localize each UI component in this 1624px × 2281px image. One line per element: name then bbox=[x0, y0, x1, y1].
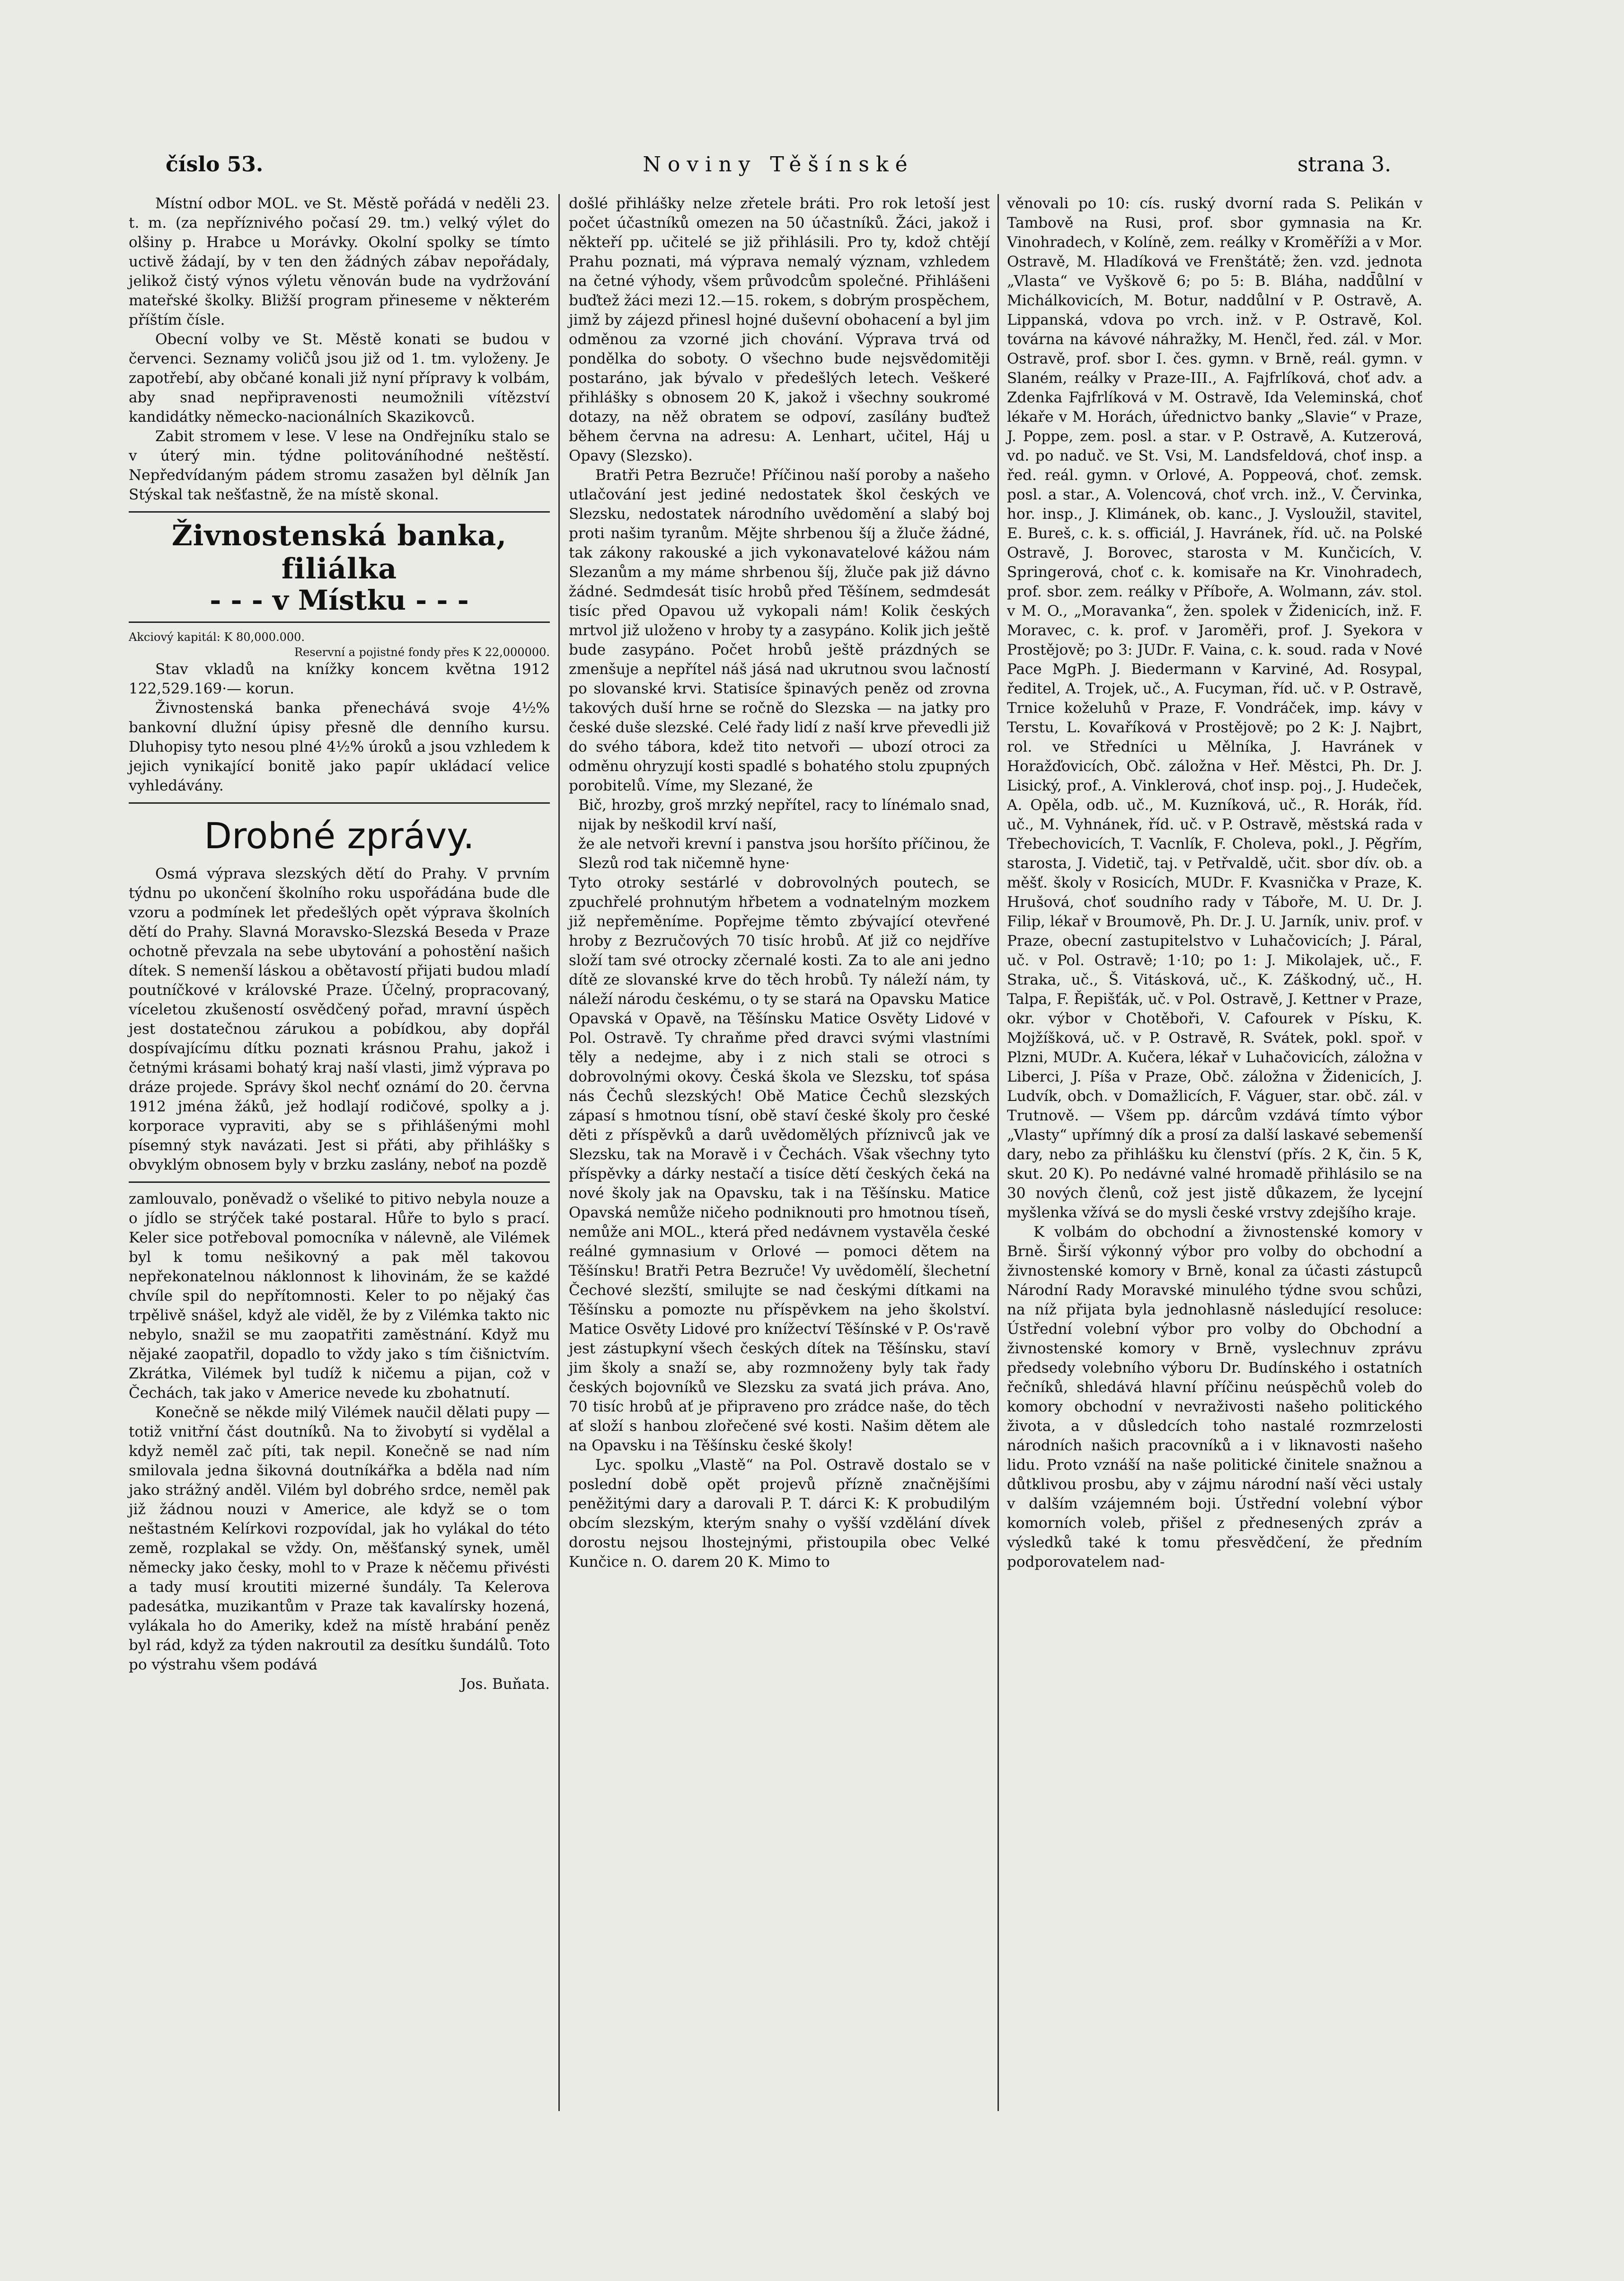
article-bezruc-cont: Tyto otroky sestárlé v dobrovolných poutech, se zpuchřelé prohnutým hřbetem a vodnatelným mozkem již nepřeměníme. Popřejme těmto zbývající otevřené hroby z Bezručových 70 tisíc hrobů. Ať již co nejdříve složí tam své otrocky zčernalé kosti. Za to ale ani jedno dítě ze slovanské krve do těch hrobů. Ty náleží nám, ty náleží národu českému, o ty se stará na Opavsku Matice Opavská v Opavě, na Těšínsku Matice Osvěty Lidové v Pol. Ostravě. Ty chraňme před dravci svými vlastními těly a nedejme, aby i z nich stali se otroci s dobrovolnými okovy. Česká škola ve Slezsku, toť spása nás Čechů slezských! Obě Matice Čechů slezských zápasí s hmotnou tísní, obě staví české školy pro české děti z příspěvků a darů uvědomělých příznivců jak ve Slezsku, tak na Moravě i v Čechách. Však všechny tyto příspěvky a dárky nestačí a tisíce dětí českých čeká na nové školy jak na Opavsku, tak i na Těšínsku. Matice Opavská nemůže ničeho podniknouti pro hmotnou tíseň, nemůže ani MOL., která před nedávnem vystavěla české reálné gymnasium v Orlové — pomoci dětem na Těšínsku! Bratři Petra Bezruče! Vy uvědomělí, šlechetní Čechové slezští, smilujte se nad českými dítkami na Těšínsku a pomozte nu příspěvkem na jeho školství. Matice Osvěty Lidové pro knížectví Těšínské v P. Os'ravě jest zástupkyní všech českých dítek na Těšínsku, staví jim školy a snaží se, aby rozmnoženy byly tak řady českých bojovníků ve Slezsku za svatá jich práva. Ano, 70 tisíc hrobů ať je připraveno pro zrádce naše, do těch ať složí s hanbou zlořečené své kosti. Našim dětem ale na Opavsku i na Těšínsku české školy! bbox=[569, 874, 990, 1454]
bank-ad-title: Živnostenská banka, filiálka bbox=[171, 519, 507, 586]
divider bbox=[129, 511, 550, 513]
feuilleton-part2: Konečně se někde milý Vilémek naučil dělati pupy — totiž vnitřní část doutníků. Na to živobytí si vydělal a když neměl zač píti, tak nepil. Konečně se nad ním smilovala jedna šikovná doutníkářka a bděla nad ním jako strážný anděl. Vilém byl dobrého srdce, neměl pak již žádnou nouzi v Americe, ale když se o tom neštastném Kelírkovi rozpovídal, jak ho vylákal do této země, rozplakal se vždy. On, měšťanský synek, uměl německy jako česky, mohl to v Praze k něčemu přivésti a tady musí kroutiti mizerné šundály. Ta Kelerova padesátka, muzikantům v Praze tak kavalírsky hozená, vylákala ho do Ameriky, kdež na místě hrabání peněz byl rád, když za týden nakroutil za desítku šundálů. Toto po výstrahu všem podává bbox=[129, 1404, 550, 1673]
article-vlasta: Lyc. spolku „Vlastě“ na Pol. Ostravě dostalo se v poslední době opět projevů přízně značnějšími peněžitými dary a darovali P. T. dárci K: K probudilým obcím slezským, kterým snahy o vyšší vzdělání dívek dorostu nejsou lhostejnými, přistoupila obec Velké Kunčice n. O. darem 20 K. Mimo to bbox=[569, 1456, 990, 1571]
feuilleton-part1: zamlouvalo, poněvadž o všeliké to pitivo nebyla nouze a o jídlo se strýček také postaral. Hůře to bylo s prací. Keler sice potřeboval pomocníka v nálevně, ale Vilémek byl k tomu nešikovný a pak měl takovou nepřekonatelnou náklonnost k lihovinám, že se každé chvíle spil do nepřítomnosti. Keler to po nějaký čas trpělivě snášel, když ale viděl, že by z Vilémka takto nic nebylo, snažil se mu zaopatřiti zaměstnání. Když mu nějaké zaopatřil, dopadlo to vždy jako s tím čišnictvím. Zkrátka, Vilémek byl tudíž k ničemu a pijan, což v Čechách, tak jako v Americe nevede ku zbohatnutí. bbox=[129, 1190, 550, 1402]
column-divider-1 bbox=[558, 194, 560, 2111]
bank-reserve: Reservní a pojistné fondy přes K 22,000000. bbox=[294, 646, 550, 659]
page-header bbox=[166, 152, 1391, 186]
column-2 bbox=[569, 194, 990, 1572]
newspaper-title: Noviny Těšínské bbox=[643, 152, 914, 177]
article-vyprava-cont: došlé přihlášky nelze zřetele bráti. Pro rok letoší jest počet účastníků omezen na 50 účastníků. Žáci, jakož i někteří pp. učitelé se již přihlásili. Pro ty, kdož chtějí Prahu poznati, má výprava nemalý význam, vzhledem na četné výhody, všem průvodcům společné. Přihlášeni buďtež žáci mezi 12.—15. rokem, s dobrým prospěchem, jimž by zájezd přinesl hojné duševní obohacení a byl jim odměnou za vzorné jich chování. Výprava trvá od pondělka do soboty. O všechno bude nejsvědomitěji postaráno, jak bývalo v předešlých letech. Veškeré přihlášky s obnosem 20 K, jakož i všechny soukromé dotazy, na něž obratem se odpoví, zasílány buďtež během června na adresu: A. Lenhart, učitel, Háj u Opavy (Slezsko). bbox=[569, 195, 990, 464]
column-1 bbox=[129, 194, 550, 1694]
divider bbox=[129, 802, 550, 804]
article-mol-trip: Místní odbor MOL. ve St. Městě pořádá v neděli 23. t. m. (za nepříznivého počasí 29. tm.) velký výlet do olšiny p. Hrabce u Morávky. Okolní spolky se tímto uctivě žádají, by v ten den žádných zábav nepořádaly, jelikož čistý výnos výletu věnován bude na vydržování mateřské školky. Bližší program přineseme v některém příštím čísle. bbox=[129, 195, 550, 328]
article-komora: K volbám do obchodní a živnostenské komory v Brně. Širší výkonný výbor pro volby do obchodní a živnostenské komory v Brně, konal za účasti zástupců Národní Rady Moravské minulého týdne svou schůzi, na níž přijata byla jednohlasně následující resoluce: Ústřední volební výbor pro volby do Obchodní a živnostenské komory v Brně, vyslechnuv zprávu předsedy volebního výboru Dr. Budínského i ostatních řečníků, shledává hlavní příčinu neúspěchů voleb do komory obchodní v nevraživosti našeho politického života, a v důsledcích toho nastalé rozmrzelosti národních našich pracovníků a i v liknavosti našeho lidu. Proto vznáší na naše politické činitele snažnou a důtklivou prosbu, aby v zájmu národní naší věci ustaly v dalším vzájemném boji. Ústřední volební výbor komorních voleb, přišel z přednesených zpráv a výsledků také k tomu přesvědčení, že předním podporovatelem nad- bbox=[1007, 1224, 1422, 1571]
bank-bonds: Živnostenská banka přenechává svoje 4½% bankovní dlužní úpisy přesně dle denního kursu. Dluhopisy tyto nesou plné 4½% úroků a jsou vzhledem k jejich vynikající bonitě jako papír ukládací velice vyhledávány. bbox=[129, 700, 550, 794]
author-signature: Jos. Buňata. bbox=[460, 1676, 550, 1693]
bank-ad-subtitle: - - - v Místku - - - bbox=[210, 584, 469, 616]
article-vyprava: Osmá výprava slezských dětí do Prahy. V prvním týdnu po ukončení školního roku uspořádána bude dle vzoru a podmínek let předešlých opět výprava školních dětí do Prahy. Slavná Moravsko-Slezská Beseda v Praze ochotně převzala na sebe ubytování a pohostění našich dítek. S nemenší láskou a obětavostí přijati budou mladí poutníčkové v královské Praze. Účelný, propracovaný, víceletou zkušeností osvědčený pořad, mravní úspěch jest dostatečnou zárukou a pobídkou, aby dopřál dospívajícímu dítku poznati krásnou Prahu, jakož i četnými krásami bohatý kraj naší vlasti, jimž výprava po dráze projede. Správy škol nechť oznámí do 20. června 1912 jména žáků, jež hodlají rodičové, spolky a j. korporace vypraviti, aby se s přihlášenými mohl písemný styk navázati. Jest si přáti, aby přihlášky s obvyklým obnosem byly v brzku zaslány, neboť na pozdě bbox=[129, 865, 550, 1173]
donors-list: věnovali po 10: cís. ruský dvorní rada S. Pelikán v Tambově na Rusi, prof. sbor gymnasia na Kr. Vinohradech, v Kolíně, zem. reálky v Kroměříži a v Mor. Ostravě, M. Hladíková ve Frenštátě; žen. vzd. jednota „Vlasta“ ve Vyškově 6; po 5: B. Bláha, nadd̄ůlní v Michálkovicích, M. Botur, naddůlní v P. Ostravě, A. Lippanská, vdova po vrch. inž. v P. Ostravě, Kol. továrna na kávové náhražky, M. Henčl, řed. zál. v Mor. Ostravě, prof. sbor I. čes. gymn. v Brně, reál. gymn. v Slaném, reálky v Praze-III., A. Fajfrlíková, choť adv. a Zdenka Fajfrlíková v M. Ostravě, Ida Veleminská, choť lékaře v M. Horách, úřednictvo banky „Slavie“ v Praze, J. Poppe, zem. posl. a star. v P. Ostravě, A. Kutzerová, vd. po naduč. ve St. Vsi, M. Landsfeldová, choť insp. a řed. reál. gymn. v Orlové, A. Poppeová, choť. zemsk. posl. a star., A. Volencová, choť vrch. inž., V. Červinka, hor. insp., J. Klimánek, ob. kanc., J. Vysloužil, stavitel, E. Bureš, c. k. s. officiál, J. Havránek, říd. uč. na Polské Ostravě, J. Borovec, starosta v M. Kunčicích, V. Springerová, choť c. k. komisaře na Kr. Vinohradech, prof. sbor. zem. reálky v Příboře, A. Wolmann, záv. stol. v M. O., „Moravanka“, žen. spolek v Židenicích, inž. F. Moravec, c. k. prof. v Jaroměři, prof. J. Syekora v Prostějově; po 3: JUDr. F. Vaina, c. k. soud. rada v Nové Pace MgPh. J. Biedermann v Karviné, Ad. Rosypal, ředitel, A. Trojek, uč., A. Fucyman, říd. uč. v P. Ostravě, Trnice koželuhů v Praze, F. Vondráček, imp. kávy v Terstu, L. Kovaříková v Prostějově; po 2 K: J. Najbrt, rol. ve Středníci u Mělníka, J. Havránek v Horažďovicích, Obč. záložna v Heř. Městci, Ph. Dr. J. Lisický, prof., A. Vinklerová, choť insp. poj., J. Hudeček, A. Opěla, odb. uč., M. Kuzníková, uč., R. Horák, říd. uč., M. Vyhnánek, říd. uč. v P. Ostravě, městská rada v Třebechovicích, T. Vacnlík, F. Choleva, pokl., J. Pěgřím, starosta, J. Videtič, taj. v Petřvaldě, učit. sbor dív. ob. a měšť. školy v Rosicích, MUDr. F. Kvasnička v Praze, K. Hrušová, choť soudního rady v Táboře, M. U. Dr. J. Filip, lékař v Broumově, Ph. Dr. J. U. Jarník, univ. prof. v Praze, obecní zastupitelstvo v Luhačovicích; J. Páral, uč. v Pol. Ostravě; 1·10; po 1: J. Mikolajek, uč., F. Straka, uč., Š. Vitásková, uč., K. Záškodný, uč., H. Talpa, F. Řepišťák, uč. v Pol. Ostravě, J. Kettner v Praze, okr. výbor v Chotěboři, V. Cafourek v Písku, K. Mojžíšková, uč. v P. Ostravě, R. Svátek, pokl. spoř. v Plzni, MUDr. A. Kučera, lékař v Luhačovicích, záložna v Liberci, J. Píša v Praze, Obč. záložna v Židenicích, J. Ludvík, obch. v Domažlicích, F. Váguer, star. obč. zál. v Trutnově. — Všem pp. dárcům vzdává tímto výbor „Vlasty“ upřímný dík a prosí za další laskavé sebemenší dary, nebo za přihlášku ku členství (přís. 2 K, čin. 5 K, skut. 20 K). Po nedávné valné hromadě přihlásilo se na 30 nových členů, což jest jistě důkazem, že lycejní myšlenka vžívá se do mysli české vrstvy zdejšího kraje. bbox=[1007, 195, 1422, 1221]
column-3 bbox=[1007, 194, 1422, 1572]
divider bbox=[129, 621, 550, 623]
bank-deposits: Stav vkladů na knížky koncem května 1912 122,529.169·— korun. bbox=[129, 661, 550, 697]
section-heading: Drobné zprávy. bbox=[204, 815, 475, 857]
issue-number: číslo 53. bbox=[166, 152, 264, 177]
bank-capital: Akciový kapitál: K 80,000.000. bbox=[129, 630, 305, 644]
article-bezruc: Bratři Petra Bezruče! Příčinou naší poroby a našeho utlačování jest jediné nedostatek škol českých ve Slezsku, nedostatek národního uvědomění a slabý boj proti našim tyranům. Mějte shrbenou šíj a žluče žádné, tak zákony rakouské a jich vykonavatelové kážou nám Slezanům a my máme shrbenou šíj, žluče pak již dávno žádné. Sedmdesát tisíc hrobů před Těšínem, sedmdesát tisíc před Opavou už vykopali nám! Kolik českých mrtvol již uloženo v hroby ty a zasypáno. Kolik jich ještě bude zasypáno. Počet hrobů ještě prázdných se zmenšuje a nepřítel náš jásá nad ukrutnou svou lačností po slovanské krvi. Statisíce špinavých peněz od zrovna takových duší hrne se ročně do Slezska — na jatky pro české duše slezské. Celé řady lidí z naší krve převedli již do svého tábora, kdež tito netvoři — ubozí otroci za odměnu ohryzují kosti spadlé s bohatého stolu zpupných porobitelů. Víme, my Slezané, že bbox=[569, 467, 990, 794]
column-divider-2 bbox=[997, 194, 999, 2111]
article-obecni-volby: Obecní volby ve St. Městě konati se budou v červenci. Seznamy voličů jsou již od 1. tm. vyloženy. Je zapotřebí, aby občané konali již nyní přípravy k volbám, aby snad nepřipravenosti neumožnili vítězství kandidátky německo-nacionálních Skazikovců. bbox=[129, 331, 550, 426]
article-zabit-stromem: Zabit stromem v lese. V lese na Ondřejníku stalo se v úterý min. týdne politováníhodné neštěstí. Nepředvídaným pádem stromu zasažen byl dělník Jan Stýskal tak nešťastně, že na místě skonal. bbox=[129, 428, 550, 503]
divider bbox=[129, 1181, 550, 1183]
poem-stanza-1: Bič, hrozby, groš mrzký nepřítel, racy to línémalo snad, nijak by neškodil krví naší, bbox=[578, 797, 990, 833]
poem-stanza-2: že ale netvoři krevní i panstva jsou horšíto příčinou, že Slezů rod tak ničemně hyne· bbox=[578, 835, 990, 872]
page-number: strana 3. bbox=[1297, 152, 1391, 177]
